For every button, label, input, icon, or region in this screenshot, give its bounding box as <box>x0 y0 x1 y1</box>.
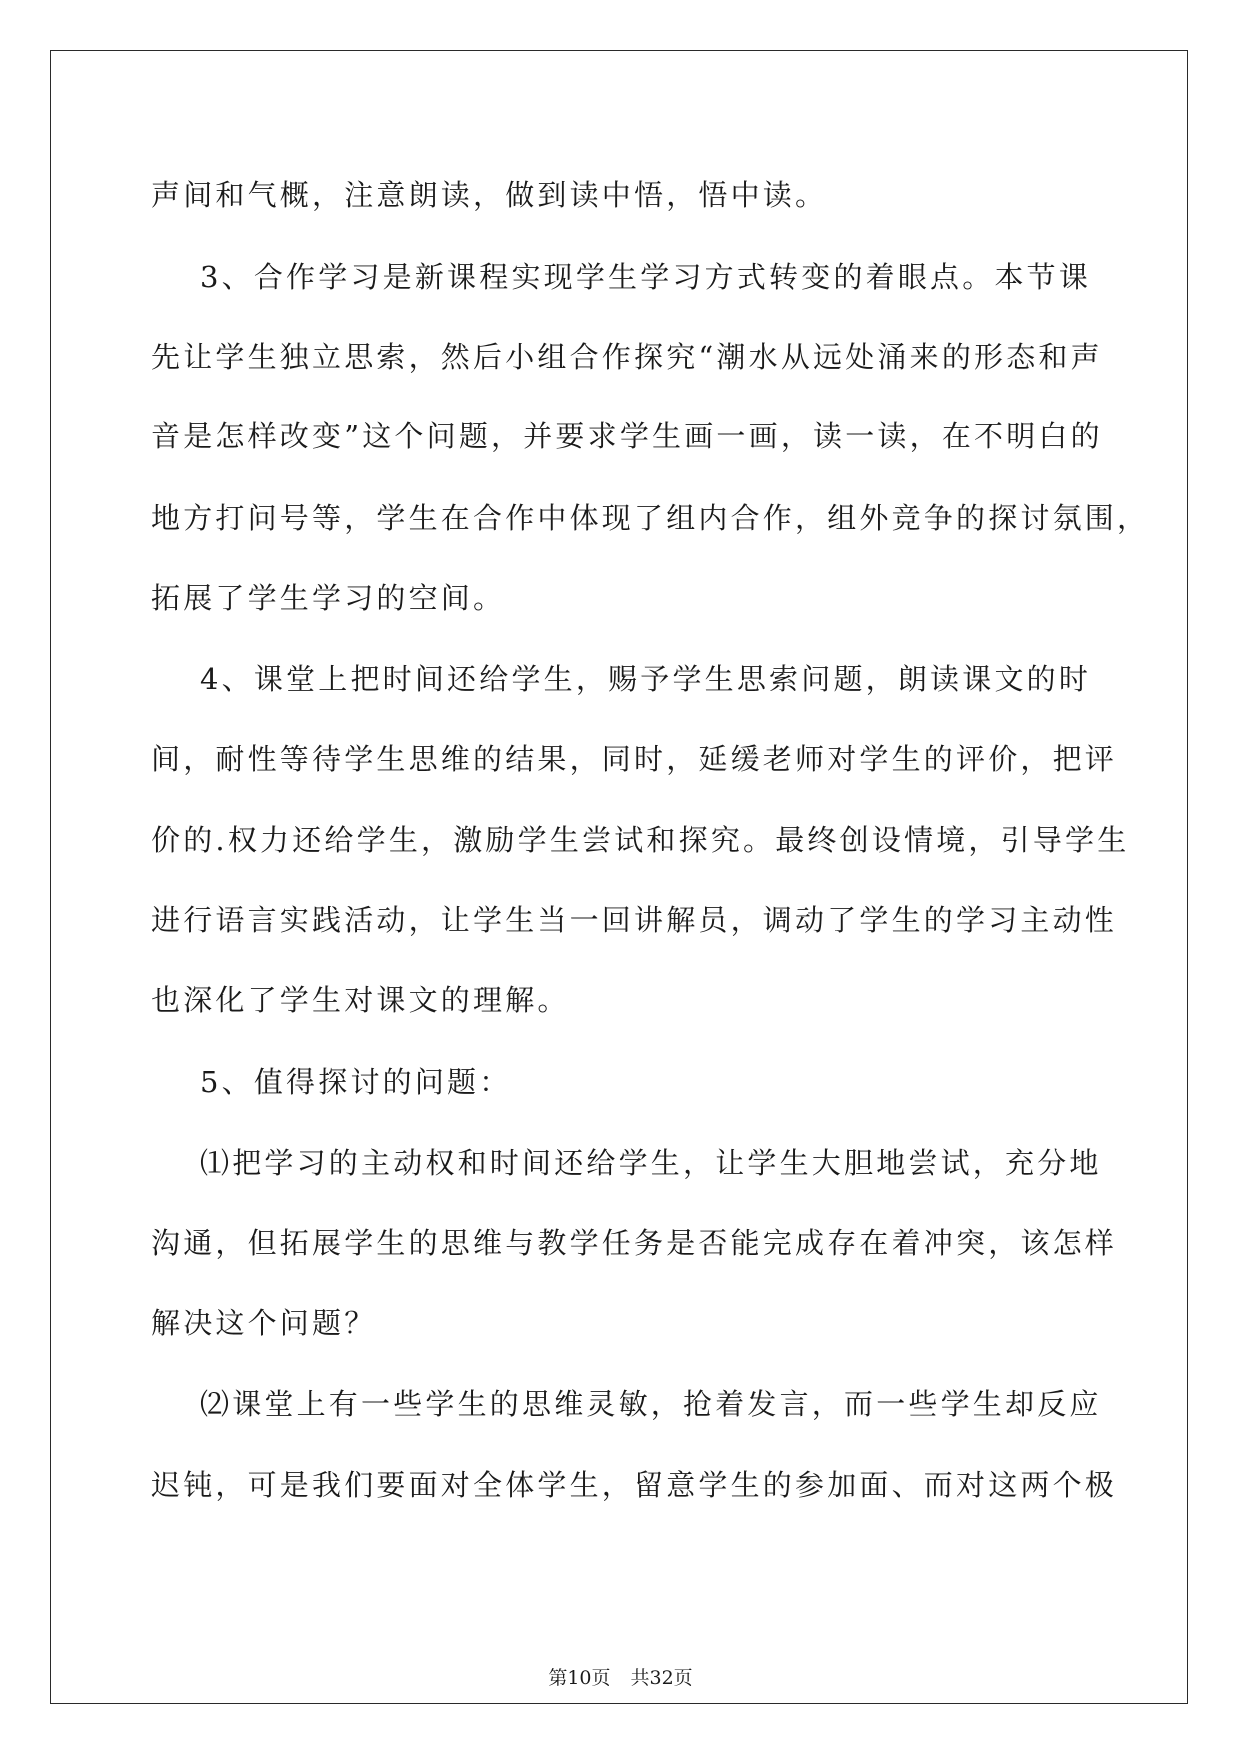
text-line: 声间和气概，注意朗读，做到读中悟，悟中读。 <box>151 178 828 212</box>
text-line: 沟通，但拓展学生的思维与教学任务是否能完成存在着冲突，该怎样 <box>151 1226 1118 1260</box>
text-line: 先让学生独立思索，然后小组合作探究“潮水从远处涌来的形态和声 <box>151 340 1103 374</box>
text-line: 3、合作学习是新课程实现学生学习方式转变的着眼点。本节课 <box>200 260 1092 294</box>
text-line: 5、值得探讨的问题： <box>200 1065 512 1099</box>
page-border <box>50 50 1188 1704</box>
text-line: ⑴把学习的主动权和时间还给学生，让学生大胆地尝试，充分地 <box>200 1146 1102 1180</box>
text-line: 地方打问号等，学生在合作中体现了组内合作，组外竞争的探讨氛围， <box>151 501 1150 535</box>
text-line: 拓展了学生学习的空间。 <box>151 581 506 615</box>
text-line: 也深化了学生对课文的理解。 <box>151 983 570 1017</box>
text-line: 间，耐性等待学生思维的结果，同时，延缓老师对学生的评价，把评 <box>151 742 1118 776</box>
text-line: 价的.权力还给学生，激励学生尝试和探究。最终创设情境，引导学生 <box>151 823 1130 857</box>
page-number: 第10页 <box>548 1667 611 1689</box>
page-footer <box>0 1666 1241 1690</box>
text-line: 迟钝，可是我们要面对全体学生，留意学生的参加面、而对这两个极 <box>151 1468 1118 1502</box>
text-line: 进行语言实践活动，让学生当一回讲解员，调动了学生的学习主动性 <box>151 903 1118 937</box>
text-line: 4、课堂上把时间还给学生，赐予学生思索问题，朗读课文的时 <box>200 662 1092 696</box>
text-line: 解决这个问题？ <box>151 1306 377 1340</box>
text-line: 音是怎样改变”这个问题，并要求学生画一画，读一读，在不明白的 <box>151 419 1103 453</box>
page-total: 共32页 <box>630 1667 693 1689</box>
text-line: ⑵课堂上有一些学生的思维灵敏，抢着发言，而一些学生却反应 <box>200 1387 1102 1421</box>
